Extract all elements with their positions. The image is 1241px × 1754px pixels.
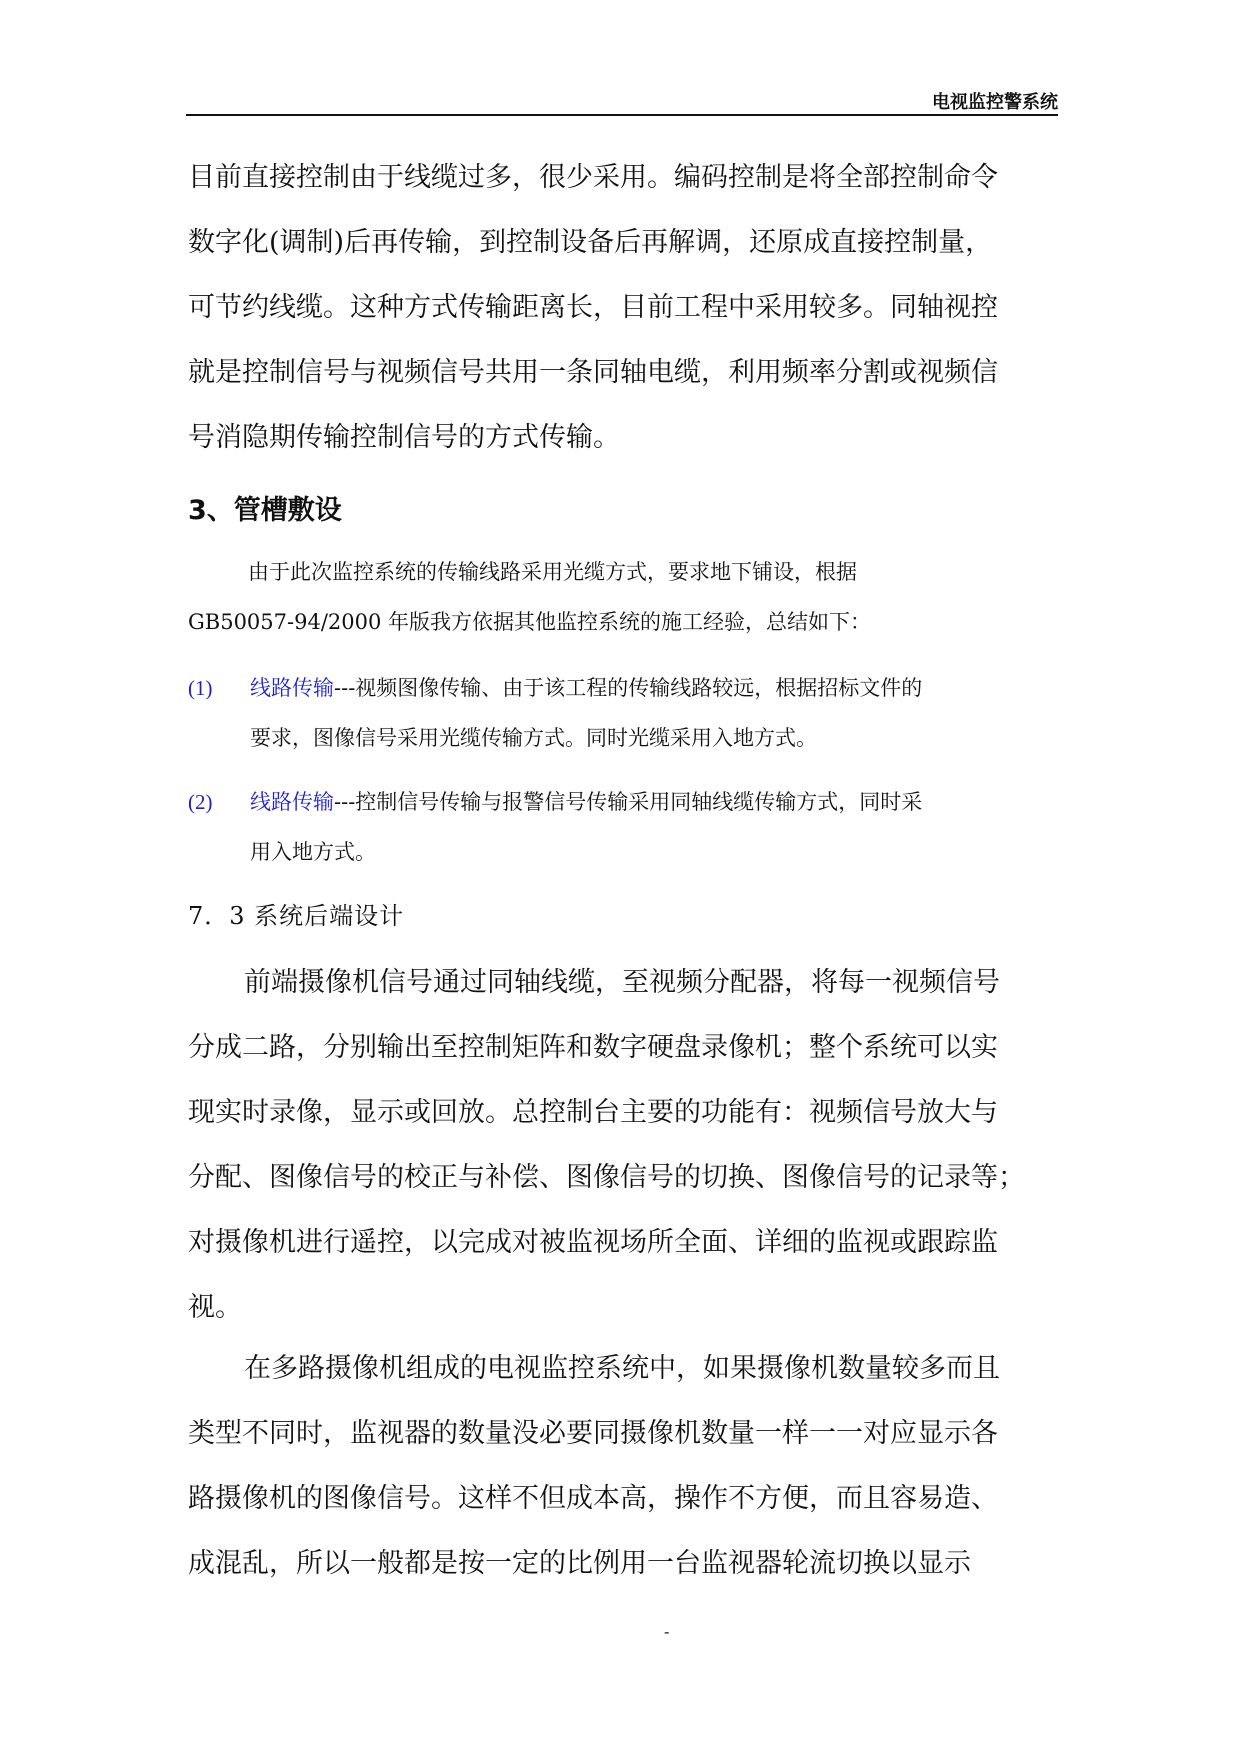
text-line: 数字化(调制)后再传输，到控制设备后再解调，还原成直接控制量， bbox=[188, 227, 993, 258]
term-link[interactable]: 线路传输 bbox=[250, 790, 334, 814]
text-line: 路摄像机的图像信号。这样不但成本高，操作不方便，而且容易造、 bbox=[188, 1483, 998, 1514]
list-item-body bbox=[250, 777, 1058, 877]
text-line: 目前直接控制由于线缆过多，很少采用。编码控制是将全部控制命令 bbox=[188, 162, 998, 193]
text-line: 分配、图像信号的校正与补偿、图像信号的切换、图像信号的记录等； bbox=[188, 1162, 1025, 1193]
section73-paragraph-1 bbox=[188, 950, 1058, 1340]
page-number-mark: - bbox=[664, 1622, 670, 1641]
section-heading-7-3: 7．3 系统后端设计 bbox=[188, 902, 405, 930]
text-line: 视。 bbox=[188, 1292, 242, 1323]
text-line: 在多路摄像机组成的电视监控系统中，如果摄像机数量较多而且 bbox=[244, 1353, 1000, 1384]
text-line: 由于此次监控系统的传输线路采用光缆方式，要求地下铺设，根据 bbox=[248, 560, 857, 584]
header-rule bbox=[186, 114, 1058, 116]
text-line: GB50057-94/2000 年版我方依据其他监控系统的施工经验，总结如下： bbox=[188, 610, 872, 634]
text-run: ---视频图像传输、由于该工程的传输线路较远，根据招标文件的 bbox=[334, 676, 923, 700]
running-header-title: 电视监控警系统 bbox=[932, 92, 1058, 113]
text-run: ---控制信号传输与报警信号传输采用同轴线缆传输方式，同时采 bbox=[334, 790, 923, 814]
text-line: 用入地方式。 bbox=[250, 840, 376, 864]
section3-paragraph bbox=[188, 547, 1058, 647]
list-number: (1) bbox=[188, 676, 213, 700]
section-heading-3: 3、管槽敷设 bbox=[188, 495, 342, 526]
text-line: 成混乱，所以一般都是按一定的比例用一台监视器轮流切换以显示 bbox=[188, 1548, 971, 1579]
list-item-body bbox=[250, 663, 1058, 763]
section73-paragraph-2 bbox=[188, 1336, 1058, 1596]
text-line: 号消隐期传输控制信号的方式传输。 bbox=[188, 422, 620, 453]
text-line: 就是控制信号与视频信号共用一条同轴电缆，利用频率分割或视频信 bbox=[188, 357, 998, 388]
list-number: (2) bbox=[188, 790, 213, 814]
text-line: 现实时录像，显示或回放。总控制台主要的功能有：视频信号放大与 bbox=[188, 1097, 998, 1128]
text-line bbox=[250, 663, 1058, 713]
text-line: 要求，图像信号采用光缆传输方式。同时光缆采用入地方式。 bbox=[250, 726, 817, 750]
text-line: 可节约线缆。这种方式传输距离长，目前工程中采用较多。同轴视控 bbox=[188, 292, 998, 323]
text-line: 类型不同时，监视器的数量没必要同摄像机数量一样一一对应显示各 bbox=[188, 1418, 998, 1449]
text-line: 前端摄像机信号通过同轴线缆，至视频分配器，将每一视频信号 bbox=[244, 967, 1000, 998]
term-link[interactable]: 线路传输 bbox=[250, 676, 334, 700]
text-line bbox=[250, 777, 1058, 827]
text-line: 对摄像机进行遥控，以完成对被监视场所全面、详细的监视或跟踪监 bbox=[188, 1227, 998, 1258]
text-line: 分成二路，分别输出至控制矩阵和数字硬盘录像机；整个系统可以实 bbox=[188, 1032, 998, 1063]
intro-paragraph bbox=[188, 145, 1058, 470]
